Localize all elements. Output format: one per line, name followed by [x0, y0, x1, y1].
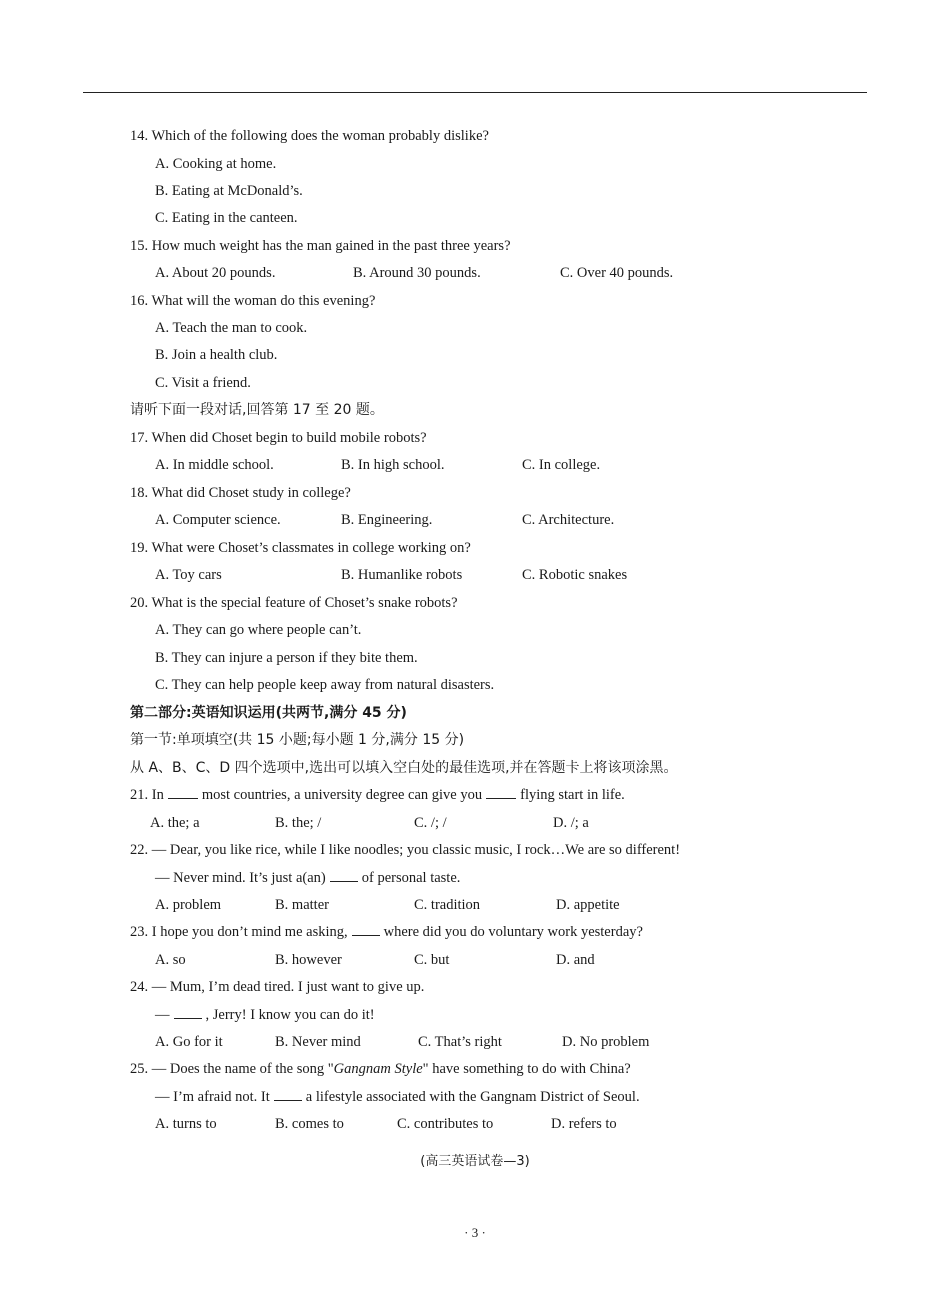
- q22-option-c: C. tradition: [414, 897, 481, 913]
- q22-reply: [155, 869, 460, 887]
- q25-text-4: a lifestyle associated with the Gangnam District of Seoul.: [305, 1089, 640, 1105]
- q23-stem: [130, 923, 643, 941]
- q25-option-b: B. comes to: [275, 1116, 344, 1132]
- q19-option-b: B. Humanlike robots: [341, 567, 463, 583]
- q21-option-b: B. the; /: [275, 815, 322, 831]
- q19-option-a: A. Toy cars: [155, 567, 222, 583]
- q25-text-1: 25. — Does the name of the song ": [130, 1061, 334, 1077]
- q19-option-c: C. Robotic snakes: [522, 567, 628, 583]
- q20-stem: 20. What is the special feature of Choset’s snake robots?: [130, 595, 458, 611]
- q25-reply: [155, 1088, 640, 1106]
- q20-option-b: B. They can injure a person if they bite them.: [155, 650, 418, 666]
- q20-option-c: C. They can help people keep away from natural disasters.: [155, 677, 495, 693]
- section1-instruction: 从 A、B、C、D 四个选项中,选出可以填入空白处的最佳选项,并在答题卡上将该项涂黑。: [130, 760, 678, 776]
- q24-option-a: A. Go for it: [155, 1034, 223, 1050]
- q24-blank: [174, 1006, 202, 1019]
- q18-option-a: A. Computer science.: [155, 512, 281, 528]
- q22-stem: 22. — Dear, you like rice, while I like noodles; you classic music, I rock…We are so different!: [130, 842, 681, 858]
- q17-option-c: C. In college.: [522, 457, 601, 473]
- q21-option-a: A. the; a: [150, 815, 200, 831]
- q15-stem: 15. How much weight has the man gained in the past three years?: [130, 238, 511, 254]
- q14-option-a: A. Cooking at home.: [155, 156, 277, 172]
- q15-option-a: A. About 20 pounds.: [155, 265, 276, 281]
- q17-option-a: A. In middle school.: [155, 457, 274, 473]
- q24-text-1: —: [155, 1007, 170, 1023]
- q18-option-b: B. Engineering.: [341, 512, 433, 528]
- q20-option-a: A. They can go where people can’t.: [155, 622, 362, 638]
- q24-text-2: , Jerry! I know you can do it!: [205, 1007, 375, 1023]
- q21-text-3: flying start in life.: [520, 787, 625, 803]
- page-number: · 3 ·: [464, 1225, 486, 1240]
- instruction-17-20: 请听下面一段对话,回答第 17 至 20 题。: [130, 402, 384, 418]
- q22-blank: [330, 869, 358, 882]
- q23-text-1: 23. I hope you don’t mind me asking,: [130, 924, 348, 940]
- q24-reply: [155, 1006, 375, 1024]
- q25-text-3: — I’m afraid not. It: [155, 1089, 270, 1105]
- q17-option-b: B. In high school.: [341, 457, 445, 473]
- q21-text-1: 21. In: [130, 787, 164, 803]
- q19-stem: 19. What were Choset’s classmates in college working on?: [130, 540, 471, 556]
- q25-blank: [274, 1088, 302, 1101]
- q23-option-a: A. so: [155, 952, 186, 968]
- q23-option-c: C. but: [414, 952, 450, 968]
- q24-option-d: D. No problem: [562, 1034, 650, 1050]
- q23-text-2: where did you do voluntary work yesterday?: [383, 924, 643, 940]
- q25-stem: [130, 1060, 631, 1078]
- q22-text-1: — Never mind. It’s just a(an): [155, 870, 326, 886]
- q24-stem: 24. — Mum, I’m dead tired. I just want to give up.: [130, 979, 425, 995]
- q21-option-c: C. /; /: [414, 815, 447, 831]
- section1-heading: 第一节:单项填空(共 15 小题;每小题 1 分,满分 15 分): [130, 732, 465, 748]
- q25-option-a: A. turns to: [155, 1116, 217, 1132]
- q22-option-a: A. problem: [155, 897, 222, 913]
- q25-song-title: Gangnam Style: [333, 1061, 423, 1077]
- q14-option-c: C. Eating in the canteen.: [155, 210, 298, 226]
- q16-option-b: B. Join a health club.: [155, 347, 278, 363]
- q16-option-a: A. Teach the man to cook.: [155, 320, 308, 336]
- q23-option-b: B. however: [275, 952, 342, 968]
- q22-option-d: D. appetite: [556, 897, 620, 913]
- q16-option-c: C. Visit a friend.: [155, 375, 251, 391]
- q25-option-c: C. contributes to: [397, 1116, 494, 1132]
- q24-option-b: B. Never mind: [275, 1034, 361, 1050]
- q22-option-b: B. matter: [275, 897, 329, 913]
- q22-text-2: of personal taste.: [361, 870, 461, 886]
- q16-stem: 16. What will the woman do this evening?: [130, 293, 376, 309]
- q18-option-c: C. Architecture.: [522, 512, 615, 528]
- q23-option-d: D. and: [556, 952, 595, 968]
- q21-blank-2: [486, 786, 516, 799]
- q21-text-2: most countries, a university degree can give you: [201, 787, 483, 803]
- part2-heading: 第二部分:英语知识运用(共两节,满分 45 分): [130, 705, 407, 721]
- q24-option-c: C. That’s right: [418, 1034, 502, 1050]
- q15-option-b: B. Around 30 pounds.: [353, 265, 481, 281]
- q18-stem: 18. What did Choset study in college?: [130, 485, 351, 501]
- header-rule: [83, 92, 867, 93]
- q15-option-c: C. Over 40 pounds.: [560, 265, 674, 281]
- q21-blank-1: [168, 786, 198, 799]
- q21-option-d: D. /; a: [553, 815, 589, 831]
- q25-option-d: D. refers to: [551, 1116, 617, 1132]
- q23-blank: [352, 923, 380, 936]
- q17-stem: 17. When did Choset begin to build mobile robots?: [130, 430, 427, 446]
- q14-option-b: B. Eating at McDonald’s.: [155, 183, 303, 199]
- q21-stem: [130, 786, 625, 804]
- q25-text-2: " have something to do with China?: [422, 1061, 631, 1077]
- q14-stem: 14. Which of the following does the woman probably dislike?: [130, 128, 489, 144]
- paper-label: (高三英语试卷—3): [420, 1154, 530, 1169]
